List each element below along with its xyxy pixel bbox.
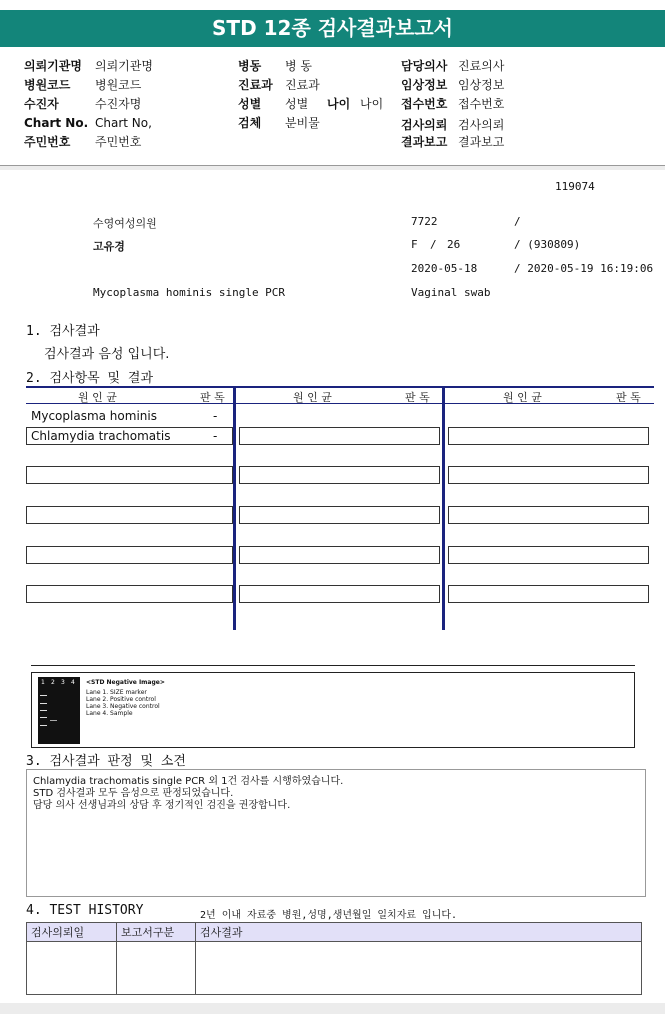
value-receipt-no: 접수번호 [458,97,505,111]
value-resident-no: 주민번호 [95,135,142,149]
column-header-group [26,388,233,404]
result-cell [239,427,440,445]
value-chart-no: Chart No, [95,116,152,130]
patient-info-grid [0,55,665,165]
label-sex: 성별 [238,97,262,111]
label-age: 나이 [327,97,351,111]
lane-number: 1 [41,679,45,686]
gel-legend-line: Lane 2. Positive control [86,696,156,703]
label-patient: 수진자 [24,97,59,111]
gel-legend-title: <STD Negative Image> [86,679,165,686]
section1-title: 1. 검사결과 [26,324,100,339]
history-table [26,922,642,995]
value-sex: 성별 [285,97,309,111]
history-cell [196,942,642,995]
header-shadow-bar [0,166,665,170]
label-specimen: 검체 [238,116,262,130]
result-cell [26,466,233,484]
label-doctor: 담당의사 [401,59,448,73]
slash-divider: / [514,215,521,228]
image-top-rule [31,665,635,666]
result-cell [26,546,233,564]
result-cell [448,546,649,564]
value-clinical-info: 임상정보 [458,78,505,92]
result-cell [448,466,649,484]
gel-band [40,725,47,726]
result-cell [239,466,440,484]
gel-image-frame [31,672,635,748]
label-test-request: 검사의뢰 [401,118,448,132]
value-hospital-code: 병원코드 [95,78,142,92]
gel-band [40,695,47,696]
label-result-report: 결과보고 [401,135,448,149]
gel-legend-line: Lane 1. SIZE marker [86,689,147,696]
pathogen-result: - [213,429,218,443]
value-test-request: 검사의뢰 [458,118,505,132]
footer-bar [0,1003,665,1014]
specimen-type: Vaginal swab [411,286,491,299]
value-department: 진료과 [285,78,320,92]
result-cell [239,546,440,564]
column-header-group [236,388,442,404]
test-name: Mycoplasma hominis single PCR [93,286,286,299]
gel-legend [86,679,165,717]
column-header-pathogen: 원 인 균 [293,391,332,404]
result-cell [239,506,440,524]
column-header-pathogen: 원 인 균 [78,391,117,404]
history-cell [27,942,117,995]
column-header-result: 판 독 [405,391,430,404]
column-header-pathogen: 원 인 균 [503,391,542,404]
chart-number: 7722 [411,215,438,228]
gel-band [40,703,47,704]
result-cell [448,427,649,445]
result-summary: 검사결과 음성 입니다. [44,347,170,362]
history-col-request-date: 검사의뢰일 [27,923,117,942]
column-header-group [445,388,654,404]
section4-title: 4. TEST HISTORY [26,903,144,918]
gel-legend-line: Lane 3. Negative control [86,703,160,710]
result-cell [26,506,233,524]
label-requesting-institution: 의뢰기관명 [24,59,82,73]
lane-number: 4 [71,679,75,686]
result-cell [239,585,440,603]
findings-line: STD 검사결과 모두 음성으로 판정되었습니다. [33,788,234,799]
institution-name: 수영여성의원 [93,217,157,230]
findings-line: Chlamydia trachomatis single PCR 외 1건 검사를 시행하였습니다. [33,776,344,787]
column-divider [233,388,236,630]
history-col-report-type: 보고서구분 [117,923,196,942]
label-department: 진료과 [238,78,273,92]
findings-line: 담당 의사 선생님과의 상담 후 정기적인 검진을 권장합니다. [33,800,291,811]
value-requesting-institution: 의뢰기관명 [95,59,153,73]
patient-birth: / (930809) [514,238,581,251]
lane-number: 2 [51,679,55,686]
result-cell [26,585,233,603]
pathogen-result: - [213,409,218,423]
label-hospital-code: 병원코드 [24,78,71,92]
patient-age: 26 [447,238,461,251]
result-cell [448,585,649,603]
history-cell [117,942,196,995]
label-receipt-no: 접수번호 [401,97,448,111]
pathogen-name: Mycoplasma hominis [31,409,157,423]
history-col-result: 검사결과 [196,923,642,942]
section2-title: 2. 검사항목 및 결과 [26,371,154,386]
gel-band [40,710,47,711]
section3-title: 3. 검사결과 판정 및 소견 [26,754,186,769]
column-header-result: 판 독 [616,391,641,404]
value-specimen: 분비물 [285,116,320,130]
gel-band [40,717,47,718]
slash-divider: / [430,238,437,251]
result-cell [448,506,649,524]
history-note: 2년 이내 자료중 병원,성명,생년월일 일치자료 입니다. [200,910,458,921]
lane-number: 3 [61,679,65,686]
column-divider [442,388,445,630]
report-title: STD 12종 검사결과보고서 [0,10,665,47]
value-patient: 수진자명 [95,97,142,111]
report-datetime: / 2020-05-19 16:19:06 [514,262,654,275]
label-ward: 병동 [238,59,262,73]
pathogen-name: Chlamydia trachomatis [31,429,171,443]
patient-sex: F [411,238,418,251]
label-clinical-info: 임상정보 [401,78,448,92]
request-date: 2020-05-18 [411,262,478,275]
findings-box [26,769,646,897]
value-ward: 병 동 [285,59,312,73]
gel-legend-line: Lane 4. Sample [86,710,133,717]
column-header-result: 판 독 [200,391,225,404]
value-doctor: 진료의사 [458,59,505,73]
report-number: 119074 [555,180,595,193]
value-result-report: 결과보고 [458,135,505,149]
gel-electrophoresis-image [38,677,80,744]
patient-name: 고유경 [93,240,125,253]
label-chart-no: Chart No. [24,116,89,130]
value-age: 나이 [360,97,384,111]
label-resident-no: 주민번호 [24,135,71,149]
gel-band [50,720,57,721]
